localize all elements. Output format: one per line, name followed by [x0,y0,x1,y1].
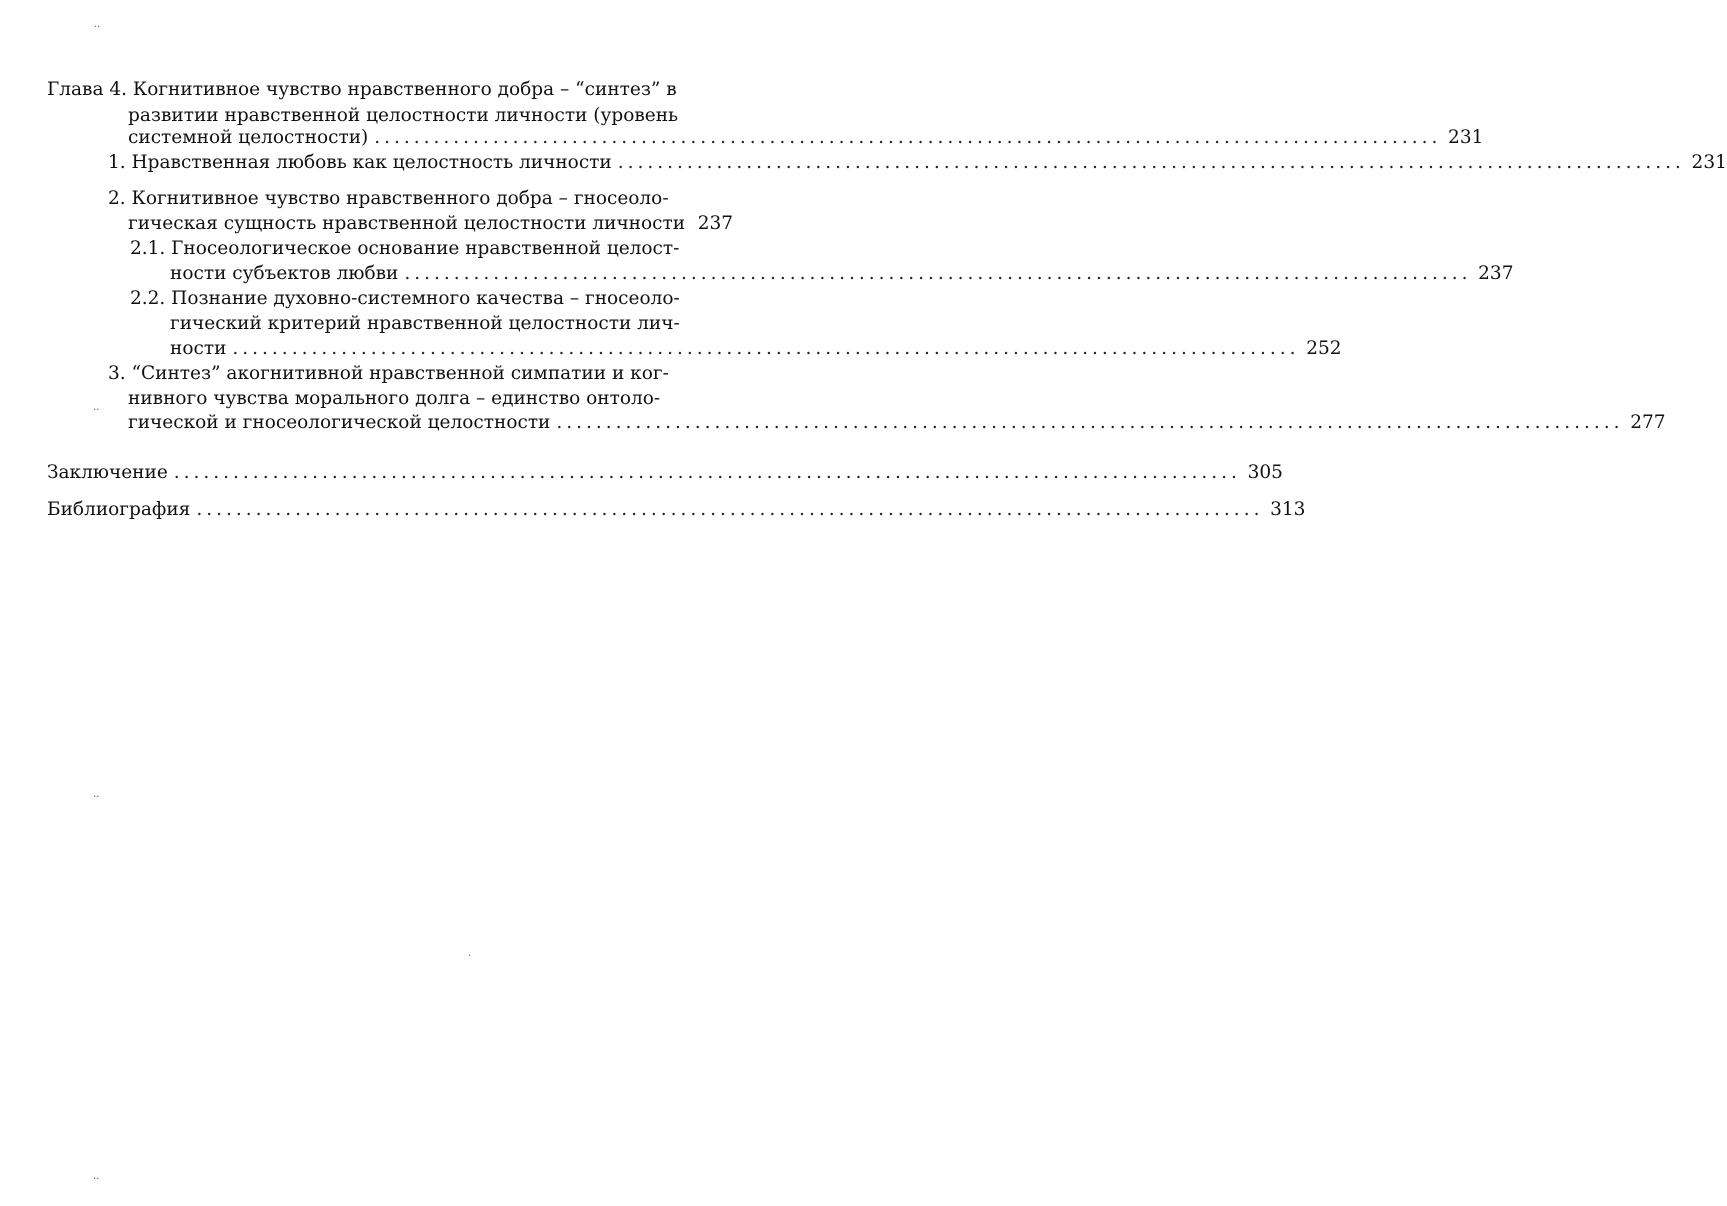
toc-entry-text: 2.2. Познание духовно-системного качества – гносеоло- [130,288,680,309]
toc-page-number: 277 [1630,412,1666,433]
toc-entry-last-line [170,337,1342,361]
toc-entry-text: гическая сущность нравственной целостности личности [128,213,686,234]
toc-entry-text: Библиография [47,499,191,520]
toc-entry-last-line [47,461,1283,485]
scan-speck: .. [93,402,100,413]
toc-entry-text: ности [170,338,227,359]
dot-leader: ............................................................................................................ [196,499,1264,520]
toc-entry-last-line [128,126,1484,150]
dot-leader: ............................................................................................................ [232,338,1300,359]
toc-entry-text: развитии нравственной целостности личности (уровень [128,105,679,126]
toc-entry-last-line [170,262,1514,286]
dot-leader: ............................................................................................................ [374,127,1442,148]
toc-entry-last-line [128,212,734,236]
toc-page-number: 231 [1691,152,1727,173]
toc-entry-text: системной целостности) [128,127,369,148]
dot-leader: ............................................................................................................ [173,462,1241,483]
toc-page-number: 237 [697,213,734,234]
scan-speck: .. [93,789,100,800]
toc-entry-text: Глава 4. Когнитивное чувство нравственного добра – “синтез” в [47,79,677,100]
scan-speck: · [468,951,472,962]
toc-entry-text: Заключение [47,462,168,483]
toc-entry-text: 1. Нравственная любовь как целостность личности [108,152,612,173]
dot-leader: ............................................................................................................ [556,412,1624,433]
scan-speck: .. [93,1171,100,1182]
toc-entry-text: гический критерий нравственной целостности лич- [170,313,680,334]
dot-leader: ............................................................................................................ [617,152,1685,173]
toc-entry-last-line [128,411,1666,435]
toc-entry-text: 3. “Синтез” акогнитивной нравственной симпатии и ког- [108,363,669,384]
scan-speck: .. [94,19,101,30]
toc-page-number: 237 [1478,263,1514,284]
toc-entry-last-line [108,151,1727,175]
toc-page-number: 313 [1270,499,1306,520]
toc-entry-text: нивного чувства морального долга – единство онтоло- [128,388,661,409]
toc-entry-text: ности субъектов любви [170,263,399,284]
toc-entry-text: 2. Когнитивное чувство нравственного добра – гносеоло- [108,188,669,209]
toc-entry-last-line [47,498,1306,522]
toc-page-number: 252 [1306,338,1342,359]
toc-entry-text: 2.1. Гносеологическое основание нравственной целост- [130,238,680,259]
dot-leader: ............................................................................................................ [404,263,1472,284]
toc-page-number: 305 [1247,462,1283,483]
toc-page-number: 231 [1448,127,1484,148]
toc-entry-text: гической и гносеологической целостности [128,412,551,433]
